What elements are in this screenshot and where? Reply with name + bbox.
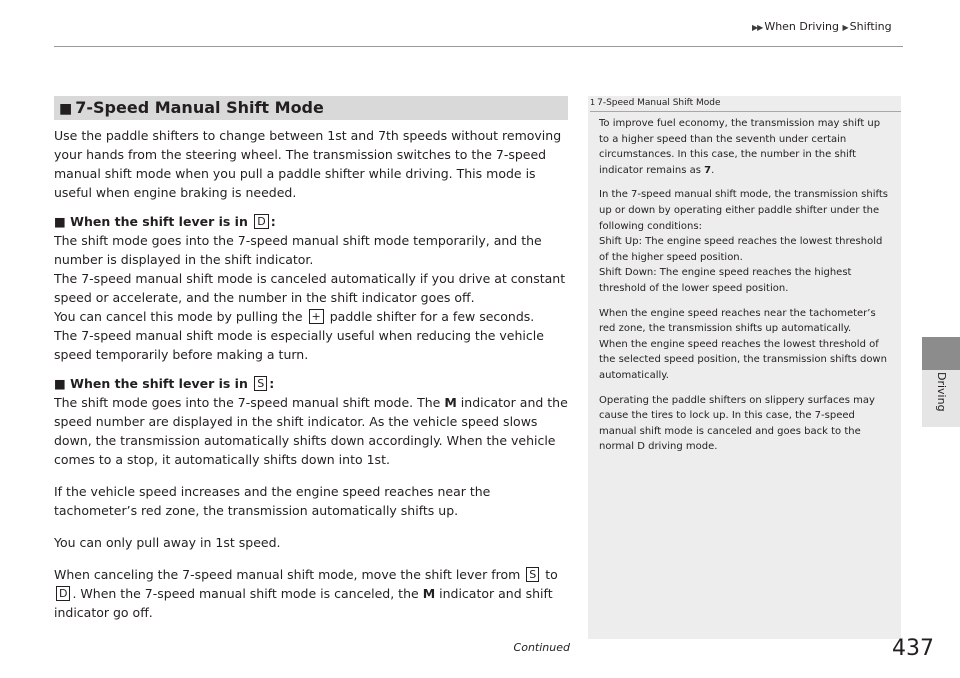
header-divider (54, 46, 903, 47)
note: Operating the paddle shifters on slippery surfaces may cause the tires to lock up. In this case, the 7-speed manual shift mode is canceled and goes back to the normal D driving mode. (599, 394, 875, 453)
key-plus-icon: + (309, 309, 324, 324)
key-s-icon: S (526, 567, 539, 582)
notes-divider (590, 111, 901, 112)
paragraph: When canceling the 7-speed manual shift mode, move the shift lever from S to D . When the 7-speed manual shift mode is canceled, the M indicator and shift indicator go off. (54, 567, 558, 620)
square-bullet-icon: ■ (54, 214, 66, 229)
note: When the engine speed reaches the lowest threshold of the selected speed position, the transmission shifts down automatically. (599, 338, 887, 381)
key-s-icon: S (254, 376, 267, 391)
main-content (54, 126, 572, 622)
notes-title: 1 7-Speed Manual Shift Mode (590, 98, 721, 108)
breadcrumb-item[interactable]: When Driving (764, 20, 839, 33)
square-bullet-icon: ■ (54, 376, 66, 391)
intro-paragraph: Use the paddle shifters to change between 1st and 7th speeds without removing your hands from the steering wheel. The transmission switches to the 7-speed manual shift mode when you pull a paddle shifter while driving. This mode is useful when engine braking is needed. (54, 128, 562, 200)
breadcrumb-item[interactable]: Shifting (849, 20, 892, 33)
m-indicator-text: M (444, 395, 457, 410)
square-bullet-icon: ■ (59, 101, 73, 117)
d-paragraph: The 7-speed manual shift mode is especially useful when reducing the vehicle speed temporarily before making a turn. (54, 328, 544, 362)
subheading-d-position: ■ When the shift lever is in D : (54, 214, 276, 229)
note: In the 7-speed manual shift mode, the transmission shifts up or down by operating either paddle shifter under the following conditions: (599, 189, 888, 232)
key-d-icon: D (254, 214, 268, 229)
breadcrumb (752, 20, 912, 35)
key-d-icon: D (56, 586, 70, 601)
notes-body (599, 116, 893, 455)
note: When the engine speed reaches near the tachometer’s red zone, the transmission shifts up automatically. (599, 307, 876, 335)
d-paragraph: You can cancel this mode by pulling the + paddle shifter for a few seconds. (54, 309, 535, 324)
s-paragraph: The shift mode goes into the 7-speed manual shift mode. The M indicator and the speed number are displayed in the shift indicator. As the vehicle speed slows down, the transmission automatically shifts down accordingly. When the vehicle comes to a stop, it automatically shifts down into 1st. (54, 395, 568, 467)
reference-icon: 1 (590, 98, 596, 107)
chapter-tab-marker (922, 337, 960, 370)
section-title: 7-Speed Manual Shift Mode (75, 98, 324, 117)
d-paragraph: The shift mode goes into the 7-speed manual shift mode temporarily, and the number is displayed in the shift indicator. (54, 233, 542, 267)
continued-label: Continued (513, 641, 570, 654)
d-paragraph: The 7-speed manual shift mode is canceled automatically if you drive at constant speed or accelerate, and the number in the shift indicator goes off. (54, 271, 566, 305)
page-number: 437 (892, 636, 934, 661)
breadcrumb-arrow-icon: ▶ (842, 23, 848, 32)
paragraph: You can only pull away in 1st speed. (54, 535, 281, 550)
paragraph: If the vehicle speed increases and the engine speed reaches near the tachometer’s red zone, the transmission automatically shifts up. (54, 484, 491, 518)
note: Shift Up: The engine speed reaches the lowest threshold of the higher speed position. (599, 236, 883, 263)
subheading-s-position: ■ When the shift lever is in S : (54, 376, 275, 391)
note: Shift Down: The engine speed reaches the highest threshold of the lower speed position. (599, 267, 852, 294)
m-indicator-text: M (422, 586, 436, 601)
section-heading (54, 96, 568, 120)
note: To improve fuel economy, the transmission may shift up to a higher speed than the seventh under certain circumstances. In this case, the number in the shift indicator remains as 7. (599, 118, 881, 176)
breadcrumb-arrow-icon: ▶▶ (752, 23, 763, 32)
chapter-tab-label[interactable]: Driving (935, 372, 948, 412)
